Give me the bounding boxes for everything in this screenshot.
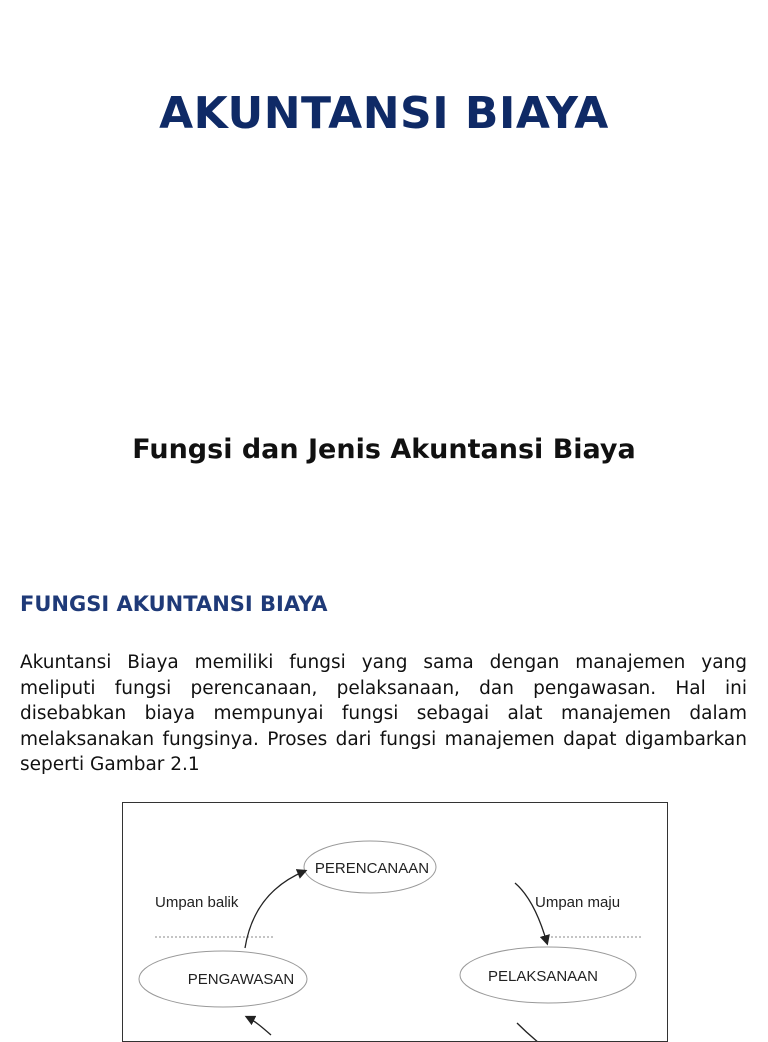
- section-heading: FUNGSI AKUNTANSI BIAYA: [20, 592, 328, 616]
- bottom-left-arrow: [247, 1017, 271, 1035]
- perencanaan-label: PERENCANAAN: [314, 860, 430, 877]
- page-title: AKUNTANSI BIAYA: [159, 88, 609, 139]
- feedback-arrow: [245, 871, 305, 948]
- feedback-label: Umpan balik: [155, 894, 239, 911]
- feedforward-arrow: [515, 883, 547, 943]
- body-paragraph: Akuntansi Biaya memiliki fungsi yang sama dengan manajemen yang meliputi fungsi perencanaan, pelaksanaan, dan pengawasan. Hal ini disebabkan biaya mempunyai fungsi sebagai alat manajemen dalam melaksanakan fungsinya. Proses dari fungsi manajemen dapat digambarkan seperti Gambar 2.1: [20, 652, 747, 775]
- bottom-right-arrow: [517, 1023, 539, 1042]
- management-cycle-diagram: [123, 803, 668, 1042]
- pengawasan-label: PENGAWASAN: [187, 971, 295, 988]
- page-subtitle: Fungsi dan Jenis Akuntansi Biaya: [132, 434, 636, 465]
- pelaksanaan-label: PELAKSANAAN: [487, 968, 599, 985]
- feedforward-label: Umpan maju: [535, 894, 621, 911]
- management-cycle-figure: [122, 802, 668, 1042]
